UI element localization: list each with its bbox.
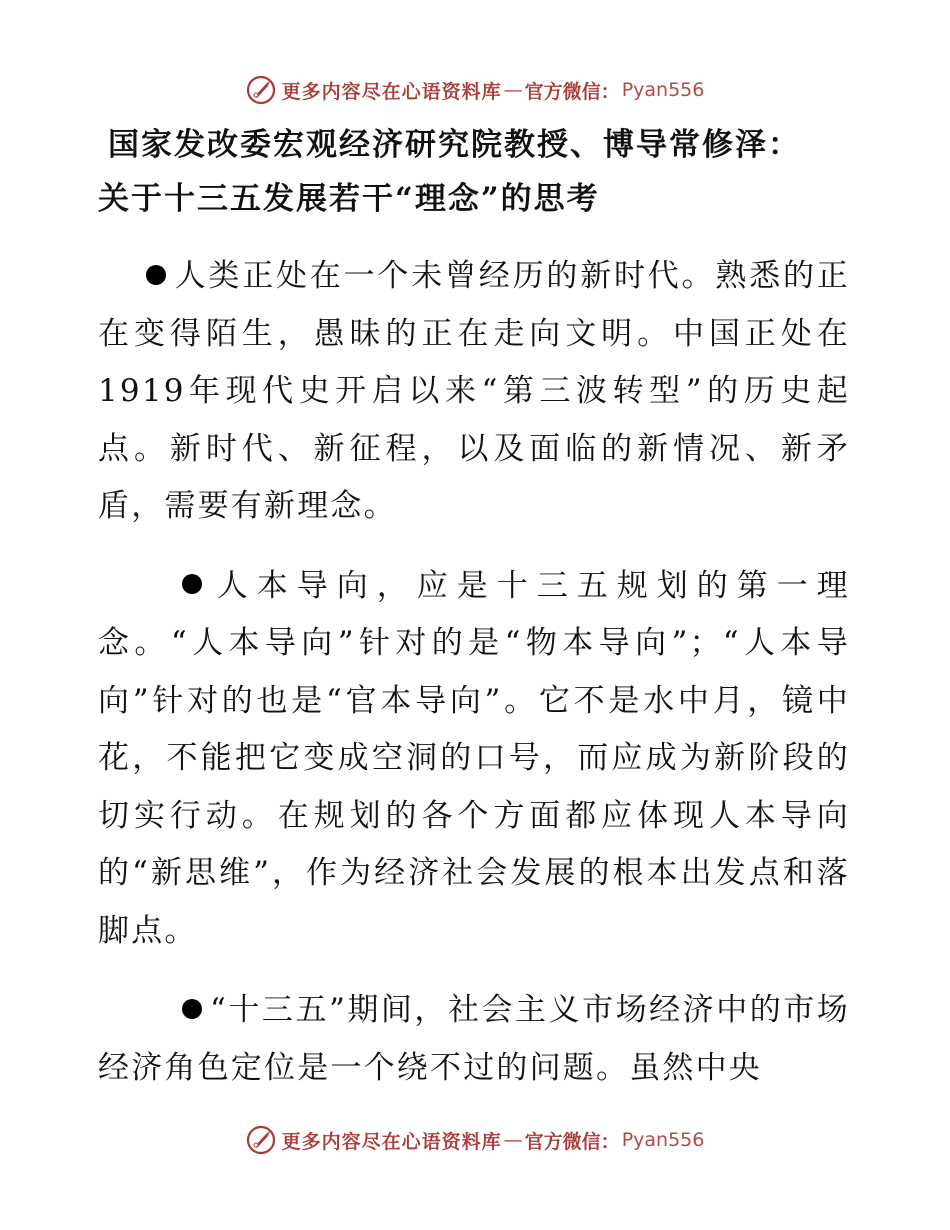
bullet-icon bbox=[182, 999, 202, 1019]
quill-logo-icon bbox=[246, 75, 276, 105]
paragraph-2-text: 人本导向，应是十三五规划的第一理念。“人本导向”针对的是“物本导向”；“人本导向”针对的也是“官本导向”。它不是水中月，镜中花，不能把它变成空洞的口号，而应成为新阶段的切实行动。在规划的各个方面都应体现人本导向的“新思维”，作为经济社会发展的根本出发点和落脚点。 bbox=[98, 567, 850, 949]
footer-watermark-banner bbox=[0, 1120, 950, 1160]
title-line-2: 关于十三五发展若干“理念”的思考 bbox=[98, 181, 600, 217]
header-watermark-banner bbox=[0, 70, 950, 110]
paragraph-1-text: 人类正处在一个未曾经历的新时代。熟悉的正在变得陌生，愚昧的正在走向文明。中国正处在1919年现代史开启以来“第三波转型”的历史起点。新时代、新征程，以及面临的新情况、新矛盾，需要有新理念。 bbox=[98, 258, 850, 524]
banner-account: Pyan556 bbox=[621, 1129, 705, 1151]
quill-logo-icon bbox=[246, 1125, 276, 1155]
paragraph-3-text: “十三五”期间，社会主义市场经济中的市场经济角色定位是一个绕不过的问题。虽然中央 bbox=[98, 992, 850, 1086]
document-body bbox=[98, 118, 850, 1097]
banner-dash: — bbox=[503, 79, 523, 101]
title-line-1: 国家发改委宏观经济研究院教授、博导常修泽： bbox=[108, 127, 801, 163]
paragraph-2 bbox=[98, 558, 850, 961]
banner-account: Pyan556 bbox=[621, 79, 705, 101]
banner-text: 更多内容尽在心语资料库 bbox=[281, 80, 502, 103]
bullet-icon bbox=[182, 574, 202, 594]
bullet-icon bbox=[146, 265, 166, 285]
paragraph-1 bbox=[98, 248, 850, 536]
document-title bbox=[98, 118, 850, 226]
banner-dash: — bbox=[503, 1129, 523, 1151]
banner-wechat-label: 官方微信： bbox=[524, 80, 620, 103]
banner-text: 更多内容尽在心语资料库 bbox=[281, 1130, 502, 1153]
paragraph-3 bbox=[98, 982, 850, 1097]
banner-wechat-label: 官方微信： bbox=[524, 1130, 620, 1153]
